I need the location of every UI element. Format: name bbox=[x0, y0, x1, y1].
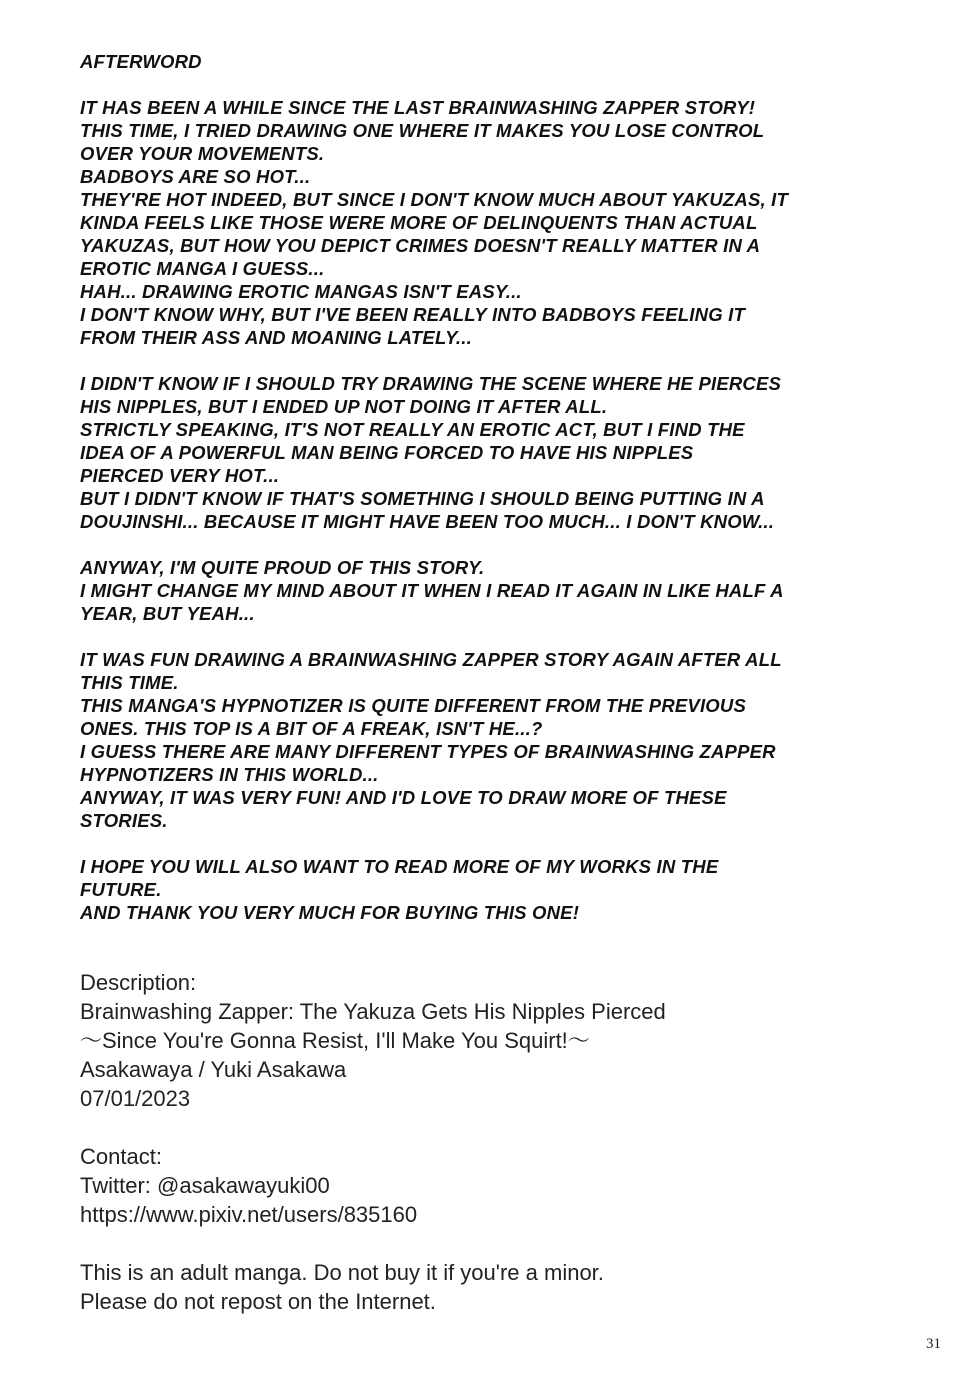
text-line: HAH... DRAWING EROTIC MANGAS ISN'T EASY... bbox=[80, 281, 522, 302]
paragraph-gap bbox=[80, 73, 940, 96]
afterword-paragraph bbox=[80, 372, 940, 533]
paragraph-gap bbox=[80, 349, 940, 372]
text-line: FROM THEIR ASS AND MOANING LATELY... bbox=[80, 327, 472, 348]
block-gap bbox=[80, 1229, 666, 1258]
text-line: I MIGHT CHANGE MY MIND ABOUT IT WHEN I READ IT AGAIN IN LIKE HALF A bbox=[80, 580, 784, 601]
text-line: ANYWAY, I'M QUITE PROUD OF THIS STORY. bbox=[80, 557, 485, 578]
info-line: Asakawaya / Yuki Asakawa bbox=[80, 1057, 347, 1082]
afterword-paragraph bbox=[80, 96, 940, 349]
info-line: Description: bbox=[80, 970, 197, 995]
text-line: THIS TIME, I TRIED DRAWING ONE WHERE IT MAKES YOU LOSE CONTROL bbox=[80, 120, 765, 141]
info-line: 07/01/2023 bbox=[80, 1086, 191, 1111]
info-line: ～Since You're Gonna Resist, I'll Make You Squirt!～ bbox=[80, 1028, 590, 1053]
afterword-paragraph bbox=[80, 648, 940, 832]
info-line: Contact: bbox=[80, 1144, 162, 1169]
text-line: STORIES. bbox=[80, 810, 168, 831]
text-line: FUTURE. bbox=[80, 879, 162, 900]
text-line: DOUJINSHI... BECAUSE IT MIGHT HAVE BEEN TOO MUCH... I DON'T KNOW... bbox=[80, 511, 775, 532]
book-info-section bbox=[80, 968, 666, 1316]
block-gap bbox=[80, 1113, 666, 1142]
text-line: IT WAS FUN DRAWING A BRAINWASHING ZAPPER STORY AGAIN AFTER ALL bbox=[80, 649, 782, 670]
text-line: YAKUZAS, BUT HOW YOU DEPICT CRIMES DOESN'T REALLY MATTER IN A bbox=[80, 235, 761, 256]
info-line: Brainwashing Zapper: The Yakuza Gets His Nipples Pierced bbox=[80, 999, 666, 1024]
text-line: I HOPE YOU WILL ALSO WANT TO READ MORE OF MY WORKS IN THE bbox=[80, 856, 719, 877]
text-line: I DIDN'T KNOW IF I SHOULD TRY DRAWING THE SCENE WHERE HE PIERCES bbox=[80, 373, 782, 394]
info-line: Twitter: @asakawayuki00 bbox=[80, 1173, 330, 1198]
info-line: Please do not repost on the Internet. bbox=[80, 1289, 436, 1314]
text-line: KINDA FEELS LIKE THOSE WERE MORE OF DELINQUENTS THAN ACTUAL bbox=[80, 212, 758, 233]
info-block bbox=[80, 1142, 666, 1229]
text-line: HIS NIPPLES, BUT I ENDED UP NOT DOING IT AFTER ALL. bbox=[80, 396, 608, 417]
text-line: THEY'RE HOT INDEED, BUT SINCE I DON'T KNOW MUCH ABOUT YAKUZAS, IT bbox=[80, 189, 789, 210]
info-block bbox=[80, 968, 666, 1113]
afterword-paragraph bbox=[80, 855, 940, 924]
text-line: I DON'T KNOW WHY, BUT I'VE BEEN REALLY INTO BADBOYS FEELING IT bbox=[80, 304, 745, 325]
info-line: This is an adult manga. Do not buy it if you're a minor. bbox=[80, 1260, 604, 1285]
text-line: THIS TIME. bbox=[80, 672, 179, 693]
text-line: IDEA OF A POWERFUL MAN BEING FORCED TO HAVE HIS NIPPLES bbox=[80, 442, 694, 463]
afterword-title: AFTERWORD bbox=[80, 51, 202, 72]
text-line: AND THANK YOU VERY MUCH FOR BUYING THIS ONE! bbox=[80, 902, 580, 923]
afterword-section bbox=[80, 50, 940, 924]
text-line: ONES. THIS TOP IS A BIT OF A FREAK, ISN'T HE...? bbox=[80, 718, 543, 739]
page-number: 31 bbox=[926, 1336, 941, 1352]
text-line: OVER YOUR MOVEMENTS. bbox=[80, 143, 325, 164]
text-line: PIERCED VERY HOT... bbox=[80, 465, 280, 486]
text-line: THIS MANGA'S HYPNOTIZER IS QUITE DIFFERENT FROM THE PREVIOUS bbox=[80, 695, 746, 716]
info-block bbox=[80, 1258, 666, 1316]
text-line: EROTIC MANGA I GUESS... bbox=[80, 258, 325, 279]
text-line: HYPNOTIZERS IN THIS WORLD... bbox=[80, 764, 379, 785]
text-line: ANYWAY, IT WAS VERY FUN! AND I'D LOVE TO DRAW MORE OF THESE bbox=[80, 787, 727, 808]
paragraph-gap bbox=[80, 625, 940, 648]
text-line: IT HAS BEEN A WHILE SINCE THE LAST BRAINWASHING ZAPPER STORY! bbox=[80, 97, 756, 118]
info-line: https://www.pixiv.net/users/835160 bbox=[80, 1202, 418, 1227]
text-line: STRICTLY SPEAKING, IT'S NOT REALLY AN EROTIC ACT, BUT I FIND THE bbox=[80, 419, 745, 440]
paragraph-gap bbox=[80, 533, 940, 556]
afterword-paragraph bbox=[80, 556, 940, 625]
paragraph-gap bbox=[80, 832, 940, 855]
text-line: BUT I DIDN'T KNOW IF THAT'S SOMETHING I SHOULD BEING PUTTING IN A bbox=[80, 488, 765, 509]
text-line: YEAR, BUT YEAH... bbox=[80, 603, 255, 624]
text-line: I GUESS THERE ARE MANY DIFFERENT TYPES OF BRAINWASHING ZAPPER bbox=[80, 741, 776, 762]
text-line: BADBOYS ARE SO HOT... bbox=[80, 166, 311, 187]
